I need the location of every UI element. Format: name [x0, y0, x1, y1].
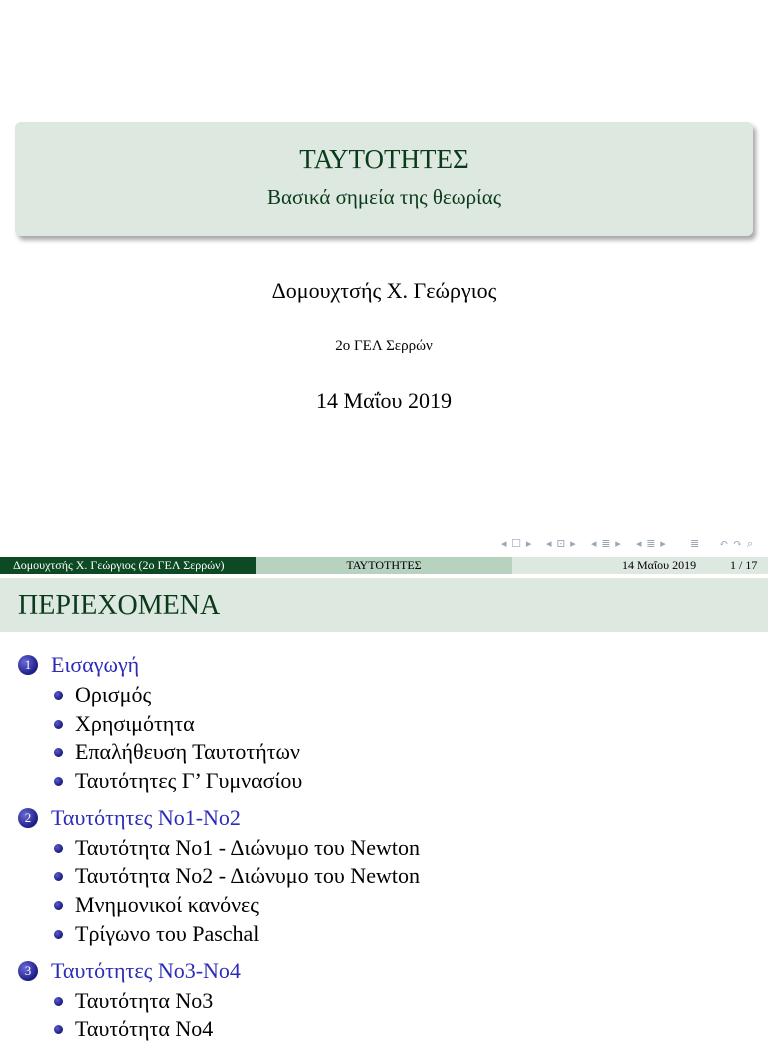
bullet-icon: [54, 777, 63, 786]
section-number-ball: 1: [18, 655, 38, 675]
bullet-icon: [54, 748, 63, 757]
toc-section[interactable]: [0, 650, 768, 680]
bullet-icon: [54, 872, 63, 881]
nav-subsection-icon[interactable]: ◂ ⊡ ▸: [546, 538, 577, 550]
nav-toc-icon[interactable]: ≣: [690, 538, 701, 550]
toc-subsection[interactable]: [0, 1014, 768, 1043]
section-title[interactable]: Ταυτότητες Νο1-Νο2: [51, 804, 241, 830]
nav-frame-icon[interactable]: ◂ ☐ ▸: [501, 538, 533, 550]
section-number-ball: 3: [18, 961, 38, 981]
toc-subsection[interactable]: [0, 833, 768, 862]
bullet-icon: [54, 691, 63, 700]
nav-document-icon[interactable]: ◂ ≣ ▸: [636, 538, 667, 550]
bullet-icon: [54, 930, 63, 939]
toc-subsection[interactable]: [0, 680, 768, 709]
section-title[interactable]: Ταυτότητες Νο3-Νο4: [51, 957, 241, 983]
footer-title: ΤΑΥΤΟΤΗΤΕΣ: [256, 557, 512, 574]
toc-subsection[interactable]: [0, 737, 768, 766]
section-gap: [0, 948, 768, 956]
footer-author: Δομουχτσής Χ. Γεώργιος (2ο ΓΕΛ Σερρών): [0, 557, 256, 574]
presentation-subtitle: Βασικά σημεία της θεωρίας: [266, 185, 502, 209]
toc-section[interactable]: [0, 803, 768, 833]
bullet-icon: [54, 1025, 63, 1034]
footer-date: 14 Μαΐου 2019: [622, 558, 697, 572]
subsection-title[interactable]: Ταυτότητα Νο1 - Διώνυμο του Newton: [75, 834, 420, 860]
subsection-title[interactable]: Ταυτότητα Νο3: [75, 987, 214, 1013]
subsection-title[interactable]: Τρίγωνο του Paschal: [75, 920, 260, 946]
bullet-icon: [54, 901, 63, 910]
toc-subsection[interactable]: [0, 766, 768, 795]
table-of-contents: [0, 650, 768, 1043]
page-number: 1 / 17: [730, 558, 758, 572]
toc-subsection[interactable]: [0, 919, 768, 948]
presentation-title: ΤΑΥΤΟΤΗΤΕΣ: [299, 144, 469, 174]
toc-subsection[interactable]: [0, 709, 768, 738]
subsection-title[interactable]: Χρησιμότητα: [75, 710, 195, 736]
toc-subsection[interactable]: [0, 890, 768, 919]
author-name: Δομουχτσής Χ. Γεώργιος: [271, 278, 497, 303]
bullet-icon: [54, 720, 63, 729]
subsection-title[interactable]: Ταυτότητα Νο2 - Διώνυμο του Newton: [75, 863, 420, 889]
frame-title: ΠΕΡΙΕΧΟΜΕΝΑ: [18, 590, 221, 621]
presentation-date: 14 Μαΐου 2019: [316, 388, 452, 413]
toc-subsection[interactable]: [0, 986, 768, 1015]
institute-name: 2ο ΓΕΛ Σερρών: [335, 338, 433, 354]
bullet-icon: [54, 997, 63, 1006]
subsection-title[interactable]: Ταυτότητα Νο4: [75, 1016, 214, 1042]
subsection-title[interactable]: Μνημονικοί κανόνες: [75, 892, 259, 918]
frame-title-bar: [0, 578, 768, 632]
subsection-title[interactable]: Επαλήθευση Ταυτοτήτων: [75, 739, 300, 765]
toc-section[interactable]: [0, 956, 768, 986]
subsection-title[interactable]: Ταυτότητες Γ’ Γυμνασίου: [75, 768, 303, 794]
toc-subsection[interactable]: [0, 861, 768, 890]
section-gap: [0, 795, 768, 803]
section-number-ball: 2: [18, 808, 38, 828]
bullet-icon: [54, 844, 63, 853]
subsection-title[interactable]: Ορισμός: [75, 682, 152, 707]
nav-section-icon[interactable]: ◂ ≣ ▸: [591, 538, 622, 550]
footline: [0, 557, 768, 574]
section-title[interactable]: Εισαγωγή: [51, 652, 140, 677]
title-block: [15, 122, 753, 236]
footer-right: [512, 557, 768, 574]
nav-search-icon[interactable]: ↶ ↷ ⌕: [719, 538, 755, 550]
